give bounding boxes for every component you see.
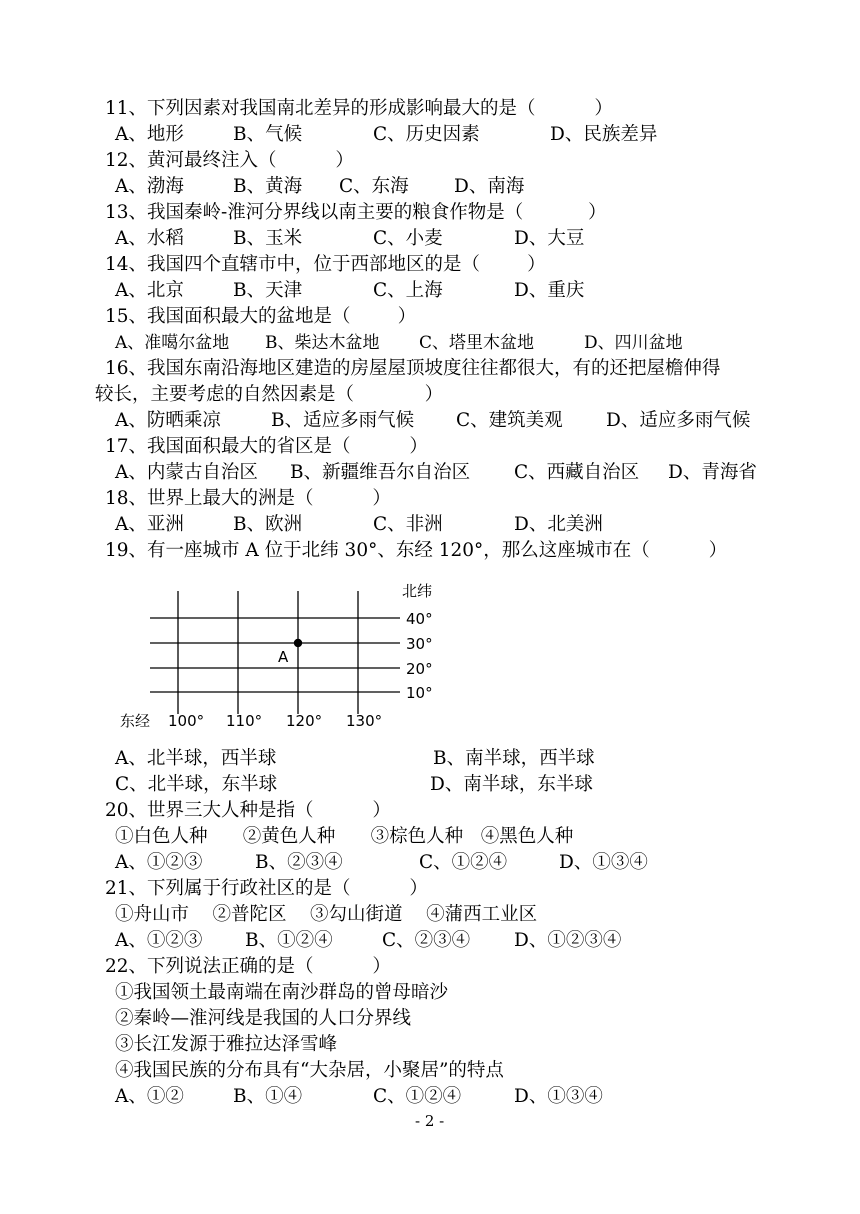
question-22-option-b: B、①④ — [233, 1086, 303, 1107]
question-14-option-a: A、北京 — [115, 280, 184, 301]
lat-label-10: 10° — [406, 684, 433, 702]
question-20-option-d: D、①③④ — [559, 852, 648, 873]
question-21-items: ①舟山市 ②普陀区 ③勾山街道 ④蒲西工业区 — [115, 904, 538, 925]
question-21-option-b: B、①②④ — [245, 930, 333, 951]
question-18-option-a: A、亚洲 — [115, 514, 184, 535]
question-11-stem: 11、下列因素对我国南北差异的形成影响最大的是（ ） — [105, 98, 613, 119]
question-18-option-d: D、北美洲 — [514, 514, 603, 535]
question-12-option-b: B、黄海 — [233, 176, 303, 197]
question-15-option-a: A、准噶尔盆地 — [115, 333, 230, 353]
question-18-option-b: B、欧洲 — [233, 514, 303, 535]
question-22-item-3: ③长江发源于雅拉达泽雪峰 — [115, 1034, 338, 1055]
question-17-option-a: A、内蒙古自治区 — [115, 462, 258, 483]
question-12-option-a: A、渤海 — [115, 176, 184, 197]
question-22-option-a: A、①② — [115, 1086, 184, 1107]
question-12-stem: 12、黄河最终注入（ ） — [105, 150, 354, 171]
question-19-stem: 19、有一座城市 A 位于北纬 30°、东经 120°，那么这座城市在（ ） — [105, 540, 728, 561]
question-16-option-a: A、防晒乘凉 — [115, 410, 221, 431]
page-number: - 2 - — [415, 1112, 445, 1130]
question-20-option-b: B、②③④ — [255, 852, 343, 873]
lat-lon-grid-figure — [112, 574, 452, 734]
question-20-items: ①白色人种 ②黄色人种 ③棕色人种 ④黑色人种 — [115, 826, 574, 847]
question-11-option-b: B、气候 — [233, 124, 303, 145]
question-22-option-c: C、①②④ — [373, 1086, 462, 1107]
question-22-stem: 22、下列说法正确的是（ ） — [105, 956, 391, 977]
question-21-option-d: D、①②③④ — [514, 930, 622, 951]
question-16-stem: 16、我国东南沿海地区建造的房屋屋顶坡度往往都很大，有的还把屋檐伸得 — [105, 358, 721, 379]
lon-label-130: 130° — [346, 712, 383, 730]
point-a-label: A — [278, 648, 289, 666]
question-21-option-c: C、②③④ — [382, 930, 471, 951]
question-12-option-d: D、南海 — [454, 176, 525, 197]
question-22-item-4: ④我国民族的分布具有“大杂居，小聚居”的特点 — [115, 1060, 504, 1081]
question-12-option-c: C、东海 — [339, 176, 409, 197]
lat-title: 北纬 — [402, 582, 433, 600]
lat-label-30: 30° — [406, 635, 433, 653]
lon-title: 东经 — [120, 712, 151, 730]
question-14-option-c: C、上海 — [373, 280, 443, 301]
question-16-option-c: C、建筑美观 — [456, 410, 563, 431]
question-16-option-b: B、适应多雨气候 — [271, 410, 415, 431]
question-22-item-1: ①我国领土最南端在南沙群岛的曾母暗沙 — [115, 982, 449, 1003]
question-18-option-c: C、非洲 — [373, 514, 443, 535]
question-17-option-c: C、西藏自治区 — [514, 462, 640, 483]
question-11-option-c: C、历史因素 — [373, 124, 480, 145]
lon-label-110: 110° — [226, 712, 263, 730]
question-13-option-c: C、小麦 — [373, 228, 443, 249]
lat-label-40: 40° — [406, 610, 433, 628]
question-19-option-c: C、北半球，东半球 — [115, 774, 278, 795]
lon-label-100: 100° — [168, 712, 205, 730]
question-13-stem: 13、我国秦岭-淮河分界线以南主要的粮食作物是（ ） — [105, 202, 607, 223]
question-14-option-d: D、重庆 — [514, 280, 585, 301]
question-22-item-2: ②秦岭—淮河线是我国的人口分界线 — [115, 1008, 412, 1029]
question-22-option-d: D、①③④ — [514, 1086, 603, 1107]
question-18-stem: 18、世界上最大的洲是（ ） — [105, 488, 391, 509]
question-16-option-d: D、适应多雨气候 — [606, 410, 751, 431]
question-13-option-b: B、玉米 — [233, 228, 303, 249]
question-17-option-b: B、新疆维吾尔自治区 — [290, 462, 471, 483]
question-11-option-d: D、民族差异 — [550, 124, 658, 145]
question-21-option-a: A、①②③ — [115, 930, 203, 951]
point-a-marker — [294, 639, 302, 647]
question-19-option-b: B、南半球，西半球 — [433, 748, 595, 769]
question-21-stem: 21、下列属于行政社区的是（ ） — [105, 878, 428, 899]
question-11-option-a: A、地形 — [115, 124, 184, 145]
question-14-stem: 14、我国四个直辖市中，位于西部地区的是（ ） — [105, 254, 546, 275]
question-19-option-a: A、北半球，西半球 — [115, 748, 277, 769]
question-17-stem: 17、我国面积最大的省区是（ ） — [105, 436, 428, 457]
question-20-option-a: A、①②③ — [115, 852, 203, 873]
question-15-stem: 15、我国面积最大的盆地是（ ） — [105, 306, 417, 327]
question-13-option-a: A、水稻 — [115, 228, 184, 249]
question-19-option-d: D、南半球，东半球 — [430, 774, 593, 795]
question-14-option-b: B、天津 — [233, 280, 303, 301]
question-20-option-c: C、①②④ — [419, 852, 508, 873]
question-15-option-c: C、塔里木盆地 — [419, 333, 535, 353]
question-15-option-b: B、柴达木盆地 — [265, 333, 380, 353]
question-17-option-d: D、青海省 — [668, 462, 757, 483]
question-20-stem: 20、世界三大人种是指（ ） — [105, 800, 391, 821]
lat-label-20: 20° — [406, 660, 433, 678]
question-16-stem-continued: 较长，主要考虑的自然因素是（ ） — [95, 384, 444, 405]
question-15-option-d: D、四川盆地 — [584, 333, 683, 353]
question-13-option-d: D、大豆 — [514, 228, 585, 249]
lon-label-120: 120° — [286, 712, 323, 730]
